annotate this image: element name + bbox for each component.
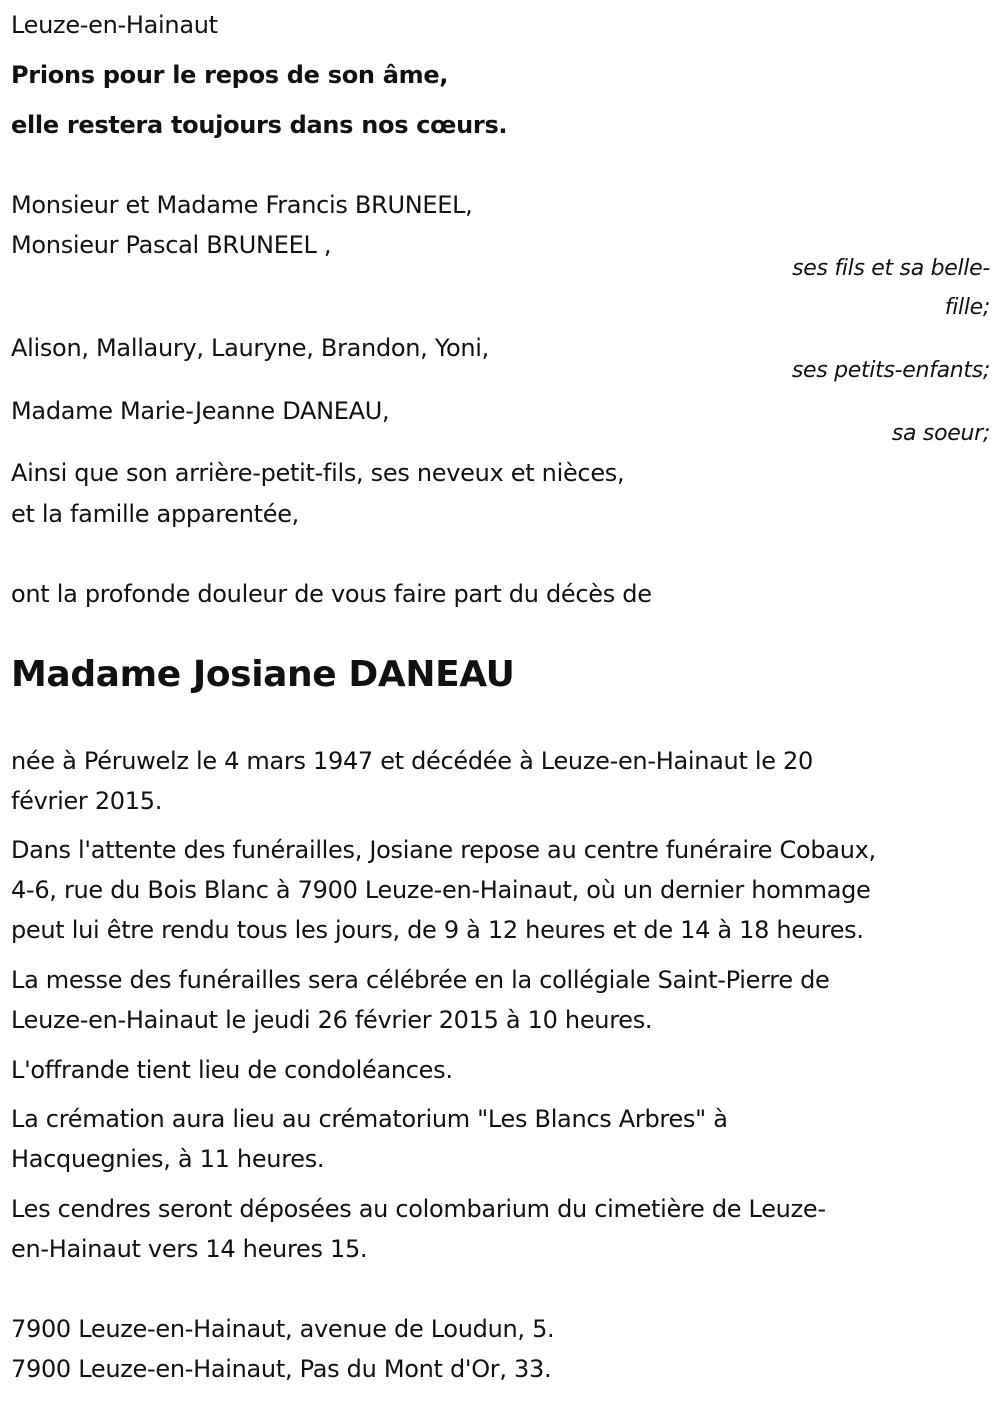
prayer-line-1: Prions pour le repos de son âme, bbox=[11, 61, 449, 89]
others-line-2: et la famille apparentée, bbox=[11, 500, 300, 528]
place-heading: Leuze-en-Hainaut bbox=[11, 11, 218, 39]
grandchildren-names: Alison, Mallaury, Lauryne, Brandon, Yoni, bbox=[11, 334, 490, 362]
cremation-line-1: La crémation aura lieu au crématorium "Les Blancs Arbres" à bbox=[11, 1105, 728, 1133]
grandchildren-relation: ses petits-enfants; bbox=[791, 358, 990, 383]
deceased-name: Madame Josiane DANEAU bbox=[11, 654, 515, 695]
rest-line-2: 4-6, rue du Bois Blanc à 7900 Leuze-en-Hainaut, où un dernier hommage bbox=[11, 876, 871, 904]
cremation-line-2: Hacquegnies, à 11 heures. bbox=[11, 1145, 325, 1173]
sons-line-2: Monsieur Pascal BRUNEEL , bbox=[11, 231, 332, 259]
prayer-line-2: elle restera toujours dans nos cœurs. bbox=[11, 111, 508, 139]
announcement-text: ont la profonde douleur de vous faire part du décès de bbox=[11, 580, 652, 608]
mass-line-2: Leuze-en-Hainaut le jeudi 26 février 2015 à 10 heures. bbox=[11, 1006, 653, 1034]
ashes-line-1: Les cendres seront déposées au colombarium du cimetière de Leuze- bbox=[11, 1195, 826, 1223]
sister-relation: sa soeur; bbox=[891, 421, 990, 446]
sons-relation-line-2: fille; bbox=[944, 295, 990, 320]
address-line-1: 7900 Leuze-en-Hainaut, avenue de Loudun, 5. bbox=[11, 1315, 555, 1343]
rest-line-3: peut lui être rendu tous les jours, de 9 à 12 heures et de 14 à 18 heures. bbox=[11, 916, 864, 944]
rest-line-1: Dans l'attente des funérailles, Josiane repose au centre funéraire Cobaux, bbox=[11, 836, 876, 864]
sons-relation-line-1: ses fils et sa belle- bbox=[792, 256, 990, 281]
offering-text: L'offrande tient lieu de condoléances. bbox=[11, 1056, 453, 1084]
mass-line-1: La messe des funérailles sera célébrée en la collégiale Saint-Pierre de bbox=[11, 966, 830, 994]
birth-death-line-2: février 2015. bbox=[11, 787, 163, 815]
birth-death-line-1: née à Péruwelz le 4 mars 1947 et décédée à Leuze-en-Hainaut le 20 bbox=[11, 747, 813, 775]
ashes-line-2: en-Hainaut vers 14 heures 15. bbox=[11, 1235, 368, 1263]
address-line-2: 7900 Leuze-en-Hainaut, Pas du Mont d'Or, 33. bbox=[11, 1355, 552, 1383]
sons-line-1: Monsieur et Madame Francis BRUNEEL, bbox=[11, 191, 473, 219]
sister-name: Madame Marie-Jeanne DANEAU, bbox=[11, 397, 390, 425]
others-line-1: Ainsi que son arrière-petit-fils, ses neveux et nièces, bbox=[11, 459, 625, 487]
